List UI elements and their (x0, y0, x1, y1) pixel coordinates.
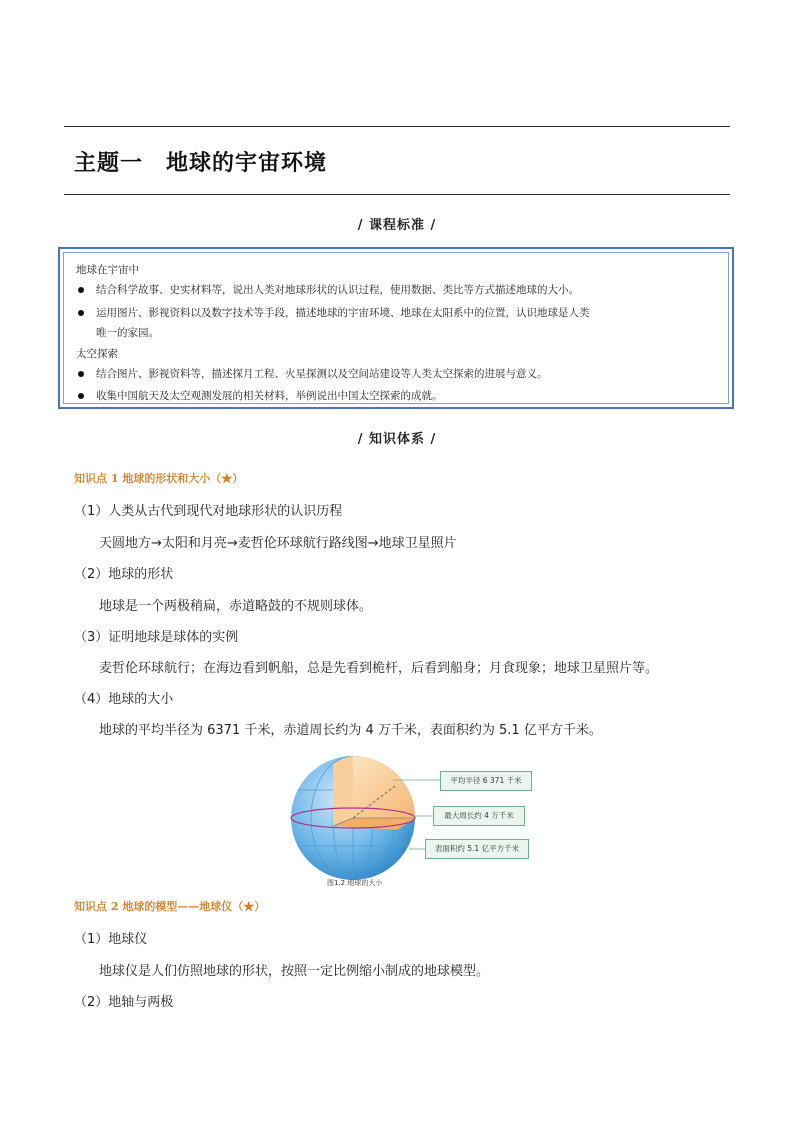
top-rule (64, 126, 730, 127)
kp1-item-2-label: （2）地球的形状 (74, 567, 174, 582)
kp1-item-1-detail: 天圆地方→太阳和月亮→麦哲伦环球航行路线图→地球卫星照片 (99, 536, 457, 551)
bullet-dot (78, 287, 84, 293)
kp2-heading: 知识点 2 地球的模型——地球仪（★） (74, 900, 266, 913)
curriculum-line-5: 结合图片、影视资料等，描述探月工程、火星探测以及空间站建设等人类太空探索的进展与意义。 (96, 368, 548, 380)
curriculum-line-0: 地球在宇宙中 (76, 264, 139, 276)
figure-label-radius: 平均半径 6 371 千米 (440, 771, 532, 791)
kp1-item-3-detail: 麦哲伦环球航行；在海边看到帆船，总是先看到桅杆，后看到船身；月食现象；地球卫星照片等。 (99, 661, 659, 676)
curriculum-box (58, 247, 734, 409)
kp2-item-1-label: （1）地球仪 (74, 932, 148, 947)
kp1-item-4-label: （4）地球的大小 (74, 692, 174, 707)
figure-label-area: 表面积约 5.1 亿平方千米 (425, 839, 529, 859)
kp1-item-4-detail: 地球的平均半径为 6371 千米，赤道周长约为 4 万千米，表面积约为 5.1 亿平方千米。 (99, 723, 602, 738)
figure-label-circumference: 最大周长约 4 万千米 (433, 806, 525, 826)
kp1-heading: 知识点 1 地球的形状和大小（★） (74, 472, 244, 485)
kp1-item-2-detail: 地球是一个两极稍扁，赤道略鼓的不规则球体。 (99, 599, 373, 614)
bullet-dot (78, 393, 84, 399)
kp1-item-1-label: （1）人类从古代到现代对地球形状的认识历程 (74, 504, 343, 519)
figure-caption: 图1.2 地球的大小 (327, 879, 383, 887)
curriculum-line-1: 结合科学故事、史实材料等，说出人类对地球形状的认识过程，使用数据、类比等方式描述地球的大小。 (96, 284, 579, 296)
title-bottom-rule (64, 194, 730, 195)
page-title: 主题一 地球的宇宙环境 (74, 150, 328, 176)
curriculum-box-inner (63, 252, 729, 404)
kp1-item-3-label: （3）证明地球是球体的实例 (74, 630, 239, 645)
bullet-dot (78, 371, 84, 377)
curriculum-line-2: 运用图片、影视资料以及数字技术等手段，描述地球的宇宙环境、地球在太阳系中的位置，认识地球是人类 (96, 307, 590, 319)
kp2-item-2-label: （2）地轴与两极 (74, 995, 174, 1010)
curriculum-line-3: 唯一的家园。 (96, 327, 159, 339)
curriculum-heading: / 课程标准 / (357, 218, 437, 233)
curriculum-line-6: 收集中国航天及太空观测发展的相关材料，举例说出中国太空探索的成就。 (96, 390, 443, 402)
bullet-dot (78, 310, 84, 316)
kp2-item-1-detail: 地球仪是人们仿照地球的形状，按照一定比例缩小制成的地球模型。 (99, 964, 490, 979)
curriculum-line-4: 太空探索 (76, 348, 118, 360)
globe-icon (291, 756, 415, 880)
knowledge-heading: / 知识体系 / (357, 432, 437, 447)
